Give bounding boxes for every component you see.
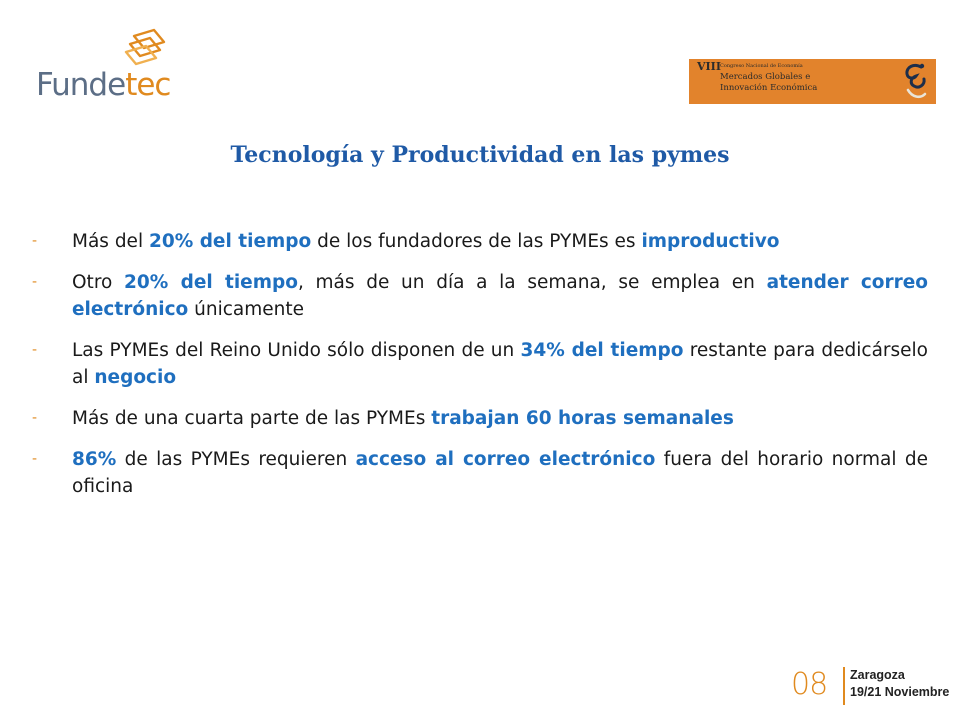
bullet-dash: -	[32, 451, 38, 467]
plain-text: únicamente	[188, 299, 305, 320]
bullet-text	[72, 337, 928, 391]
highlight-text: 20% del tiempo	[148, 231, 312, 252]
footer-dates: 19/21 Noviembre	[850, 685, 950, 699]
banner-line1: Congreso Nacional de Economía	[720, 63, 803, 69]
bullet-text	[72, 446, 928, 500]
fundetec-wordmark	[36, 67, 171, 103]
highlight-text: atender correo electrónico	[72, 272, 929, 320]
fundetec-logo	[32, 28, 182, 108]
bullet-item	[32, 269, 928, 323]
bullet-text	[72, 405, 928, 432]
footer-separator	[843, 667, 845, 705]
wordmark-part2: tec	[125, 67, 171, 103]
highlight-text: 34% del tiempo	[520, 340, 684, 361]
banner-number: VIII	[697, 60, 721, 73]
bullet-text	[72, 269, 928, 323]
highlight-text: 20% del tiempo	[124, 272, 298, 293]
bullet-dash: -	[32, 342, 38, 358]
footer-year: 08	[791, 667, 828, 702]
highlight-text: negocio	[94, 367, 177, 388]
wordmark-part1: Funde	[36, 67, 126, 103]
plain-text: , más de un día a la semana, se emplea en	[297, 272, 767, 293]
highlight-text: trabajan 60 horas semanales	[431, 408, 734, 429]
footer-city: Zaragoza	[850, 668, 905, 682]
plain-text: fuera del horario normal de oficina	[72, 449, 928, 497]
highlight-text: 86%	[72, 449, 117, 470]
banner-line2: Mercados Globales e	[720, 72, 811, 82]
bullet-item	[32, 405, 928, 432]
plain-text: Otro	[72, 272, 125, 293]
bullet-dash: -	[32, 233, 38, 249]
ornamental-e-emblem-icon	[900, 60, 930, 103]
folded-paper-mark-icon	[120, 28, 170, 70]
bullet-item	[32, 446, 928, 500]
congress-banner	[689, 59, 936, 104]
bullet-item	[32, 228, 928, 255]
banner-line3: Innovación Económica	[720, 83, 818, 93]
plain-text: Más del	[72, 231, 149, 252]
plain-text: Más de una cuarta parte de las PYMEs	[72, 408, 432, 429]
plain-text: Las PYMEs del Reino Unido sólo disponen de un	[72, 340, 521, 361]
slide-title: Tecnología y Productividad en las pymes	[230, 142, 730, 168]
bullet-text	[72, 228, 928, 255]
highlight-text: improductivo	[641, 231, 780, 252]
bullet-dash: -	[32, 410, 38, 426]
bullet-dash: -	[32, 274, 38, 290]
highlight-text: acceso al correo electrónico	[355, 449, 656, 470]
bullet-list	[32, 228, 928, 514]
event-footer	[791, 663, 951, 711]
bullet-item	[32, 337, 928, 391]
plain-text: restante para dedicárselo al	[72, 340, 928, 388]
plain-text: de los fundadores de las PYMEs es	[311, 231, 642, 252]
plain-text: de las PYMEs requieren	[116, 449, 356, 470]
